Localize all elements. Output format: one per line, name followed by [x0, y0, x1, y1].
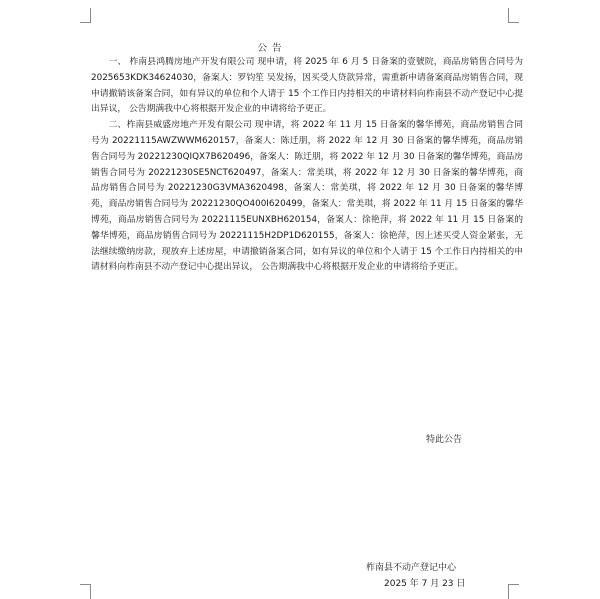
page-corner-mark [508, 584, 519, 599]
issue-date: 2025 年 7 月 23 日 [384, 579, 466, 589]
page-corner-mark [80, 8, 91, 23]
page-corner-mark [508, 8, 519, 23]
notice-paragraph-1: 一、 柞南县鸿腾房地产开发有限公司 现申请，将 2025 年 6 月 5 日备案的壹號院，商品房销售合同号为 2025653KDK34624030，备案人：罗钧笙 吴发扬，因买受人贷款异常，需重新申请备案商品房销售合同，现申请撤销该备案合同，如有异议的单位和个人请于 15 个工作日内持相关的申请材料向柞南县不动产登记中心提出异议， 公告期满我中心将根据开发企业的申请将给予更正。 [91, 57, 523, 115]
closing-phrase: 特此公告 [426, 435, 463, 445]
notice-title: 公 告 [257, 43, 283, 54]
notice-paragraph-2: 二、柞南县威盛房地产开发有限公司 现申请，将 2022 年 11 月 15 日备案的馨华博苑，商品房销售合同号为 20221115AWZWWM620157，备案人：陈迁朋，将 2022 年 12 月 30 日备案的馨华博苑，商品房销售合同号为 20221230QIQX7B620496，备案人：陈迁朋，将 2022 年 12 月 30 日备案的馨华博苑，商品房销售合同号为 20221230SE5NCT620497，备案人：常美琪，将 2022 年 12 月 30 日备案的馨华博苑，商品房销售合同号为 20221230G3VMA3620498，备案人：常美琪，将 2022 年 12 月 30 日备案的馨华博苑，商品房销售合同号为 20221230QO400I620499，备案人：常美琪，将 2022 年 11 月 15 日备案的馨华博苑，商品房销售合同号为 20221115EUNXBH620154，备案人：徐艳萍，将 2022 年 11 月 15 日备案的馨华博苑，商品房销售合同号为 20221115H2DP1D620155，备案人：徐艳萍，因上述买受人资金紧张，无法继续缴纳房款，现放弃上述房屋，申请撤销备案合同，如有异议的单位和个人请于 15 个工作日内持相关的申请材料向柞南县不动产登记中心提出异议， 公告期满我中心将根据开发企业的申请将给予更正。 [91, 120, 523, 273]
page-corner-mark [80, 584, 91, 599]
issuing-organization: 柞南县不动产登记中心 [366, 563, 457, 573]
notice-body [91, 55, 523, 276]
